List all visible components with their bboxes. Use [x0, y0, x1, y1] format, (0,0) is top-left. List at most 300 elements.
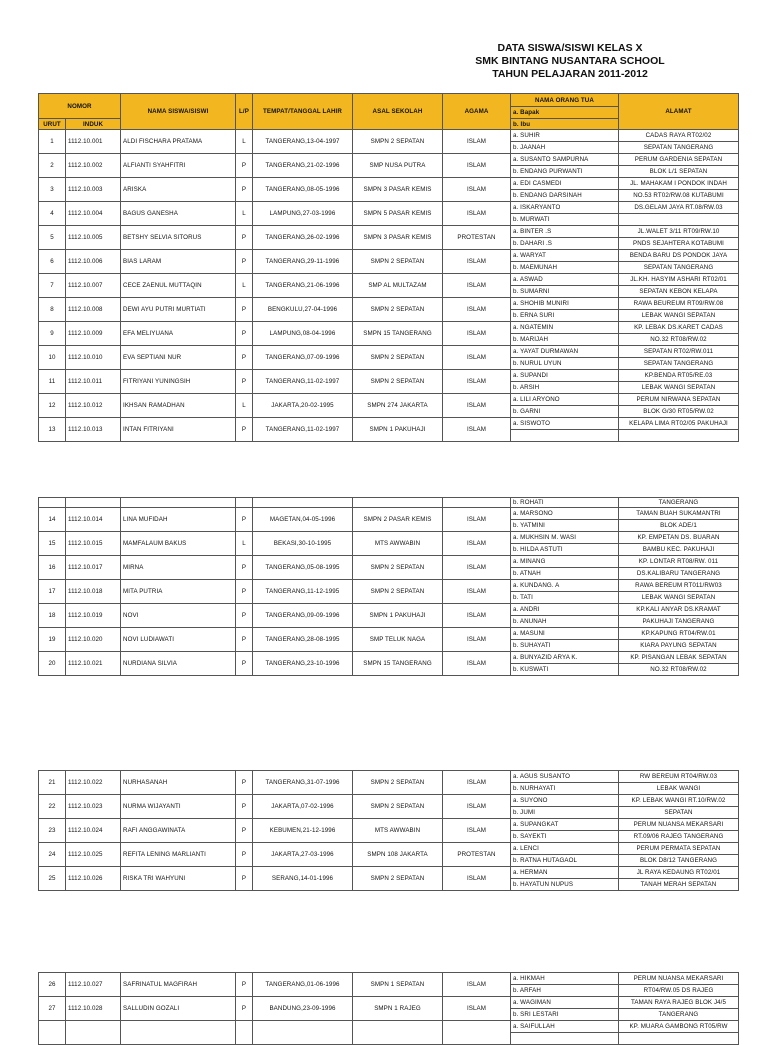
cell-ttl: BENGKULU,27-04-1996	[253, 298, 353, 322]
cell-alamat	[619, 226, 739, 250]
ibu-name: b. ENDANG PURWANTI	[513, 168, 583, 175]
bapak-name: a. BUNYAZID ARYA K.	[511, 652, 618, 664]
cell-orang-tua	[511, 250, 619, 274]
alamat-line-2	[619, 430, 738, 441]
cell-nama: EFA MELIYUANA	[121, 322, 236, 346]
table-row	[39, 250, 739, 274]
alamat-line-1: KP. MUARA GAMBONG RT05/RW	[619, 1021, 738, 1033]
cell-urut: 23	[39, 819, 66, 843]
table-row	[39, 508, 739, 532]
ibu-name: b. SUMARNI	[513, 288, 550, 295]
cell-urut: 18	[39, 604, 66, 628]
cell-nama: LINA MUFIDAH	[121, 508, 236, 532]
cell-alamat	[619, 322, 739, 346]
cell-urut: 19	[39, 628, 66, 652]
cell-lp: L	[236, 202, 253, 226]
table-row	[39, 418, 739, 442]
cell-induk: 1112.10.006	[66, 250, 121, 274]
table-section-2	[38, 497, 738, 697]
cell-nama: SAFRINATUL MAGFIRAH	[121, 973, 236, 997]
cell-ttl: TANGERANG,23-10-1996	[253, 652, 353, 676]
cell-alamat	[619, 418, 739, 442]
cell-alamat	[619, 652, 739, 676]
alamat-line-2: RT04/RW.05 DS RAJEG	[643, 987, 714, 994]
alamat-line-2: SEPATAN TANGERANG	[643, 264, 714, 271]
cell-ttl: TANGERANG,09-09-1996	[253, 604, 353, 628]
cell-induk: 1112.10.017	[66, 556, 121, 580]
cell-sekolah: SMPN 15 TANGERANG	[353, 652, 443, 676]
alamat-line-1: JL RAYA KEDAUNG RT02/01	[619, 867, 738, 879]
cell-nama: MIRNA	[121, 556, 236, 580]
cell-agama: PROTESTAN	[443, 843, 511, 867]
ibu-name: b. ATNAH	[513, 570, 541, 577]
ibu-name: b. SRI LESTARI	[513, 1011, 559, 1018]
cell-induk: 1112.10.007	[66, 274, 121, 298]
cell-urut: 5	[39, 226, 66, 250]
cell-induk: 1112.10.023	[66, 795, 121, 819]
bapak-name: a. MARSONO	[511, 508, 618, 520]
cell-agama: ISLAM	[443, 532, 511, 556]
cell-sekolah: MTS AWWABIN	[353, 532, 443, 556]
cell-urut: 7	[39, 274, 66, 298]
cell-ttl: JAKARTA,07-02-1996	[253, 795, 353, 819]
bapak-name: a. NGATEMIN	[511, 322, 618, 334]
cell-nama: FITRIYANI YUNINGSIH	[121, 370, 236, 394]
alamat-line-1: DS.GELAM JAYA RT.08/RW.03	[619, 202, 738, 214]
alamat-line-2: PAKUHAJI TANGERANG	[642, 618, 715, 625]
cell-agama: ISLAM	[443, 819, 511, 843]
cell-induk: 1112.10.001	[66, 130, 121, 154]
cell-lp: P	[236, 298, 253, 322]
ibu-name: b. HILDA ASTUTI	[513, 546, 563, 553]
cell-alamat	[619, 508, 739, 532]
cell-ttl: TANGERANG,26-02-1996	[253, 226, 353, 250]
cell-orang-tua	[511, 771, 619, 795]
bapak-name: a. WAGIMAN	[511, 997, 618, 1009]
alamat-line-2: BAMBU KEC. PAKUHAJI	[642, 546, 715, 553]
cell-ttl: TANGERANG,08-05-1996	[253, 178, 353, 202]
table-row	[39, 202, 739, 226]
cell-agama: ISLAM	[443, 771, 511, 795]
cell-orang-tua	[511, 997, 619, 1021]
cell-induk: 1112.10.012	[66, 394, 121, 418]
cell-induk: 1112.10.014	[66, 508, 121, 532]
cell-alamat	[619, 532, 739, 556]
table-row	[39, 322, 739, 346]
bapak-name: a. HERMAN	[511, 867, 618, 879]
cell-urut: 6	[39, 250, 66, 274]
cell-sekolah: SMPN 1 RAJEG	[353, 997, 443, 1021]
cell-urut: 9	[39, 322, 66, 346]
cell-agama: ISLAM	[443, 628, 511, 652]
cell-nama: NOVI LUDIAWATI	[121, 628, 236, 652]
bapak-name: a. MASUNI	[511, 628, 618, 640]
ibu-name: b. NURUL UYUN	[513, 360, 562, 367]
cell-induk: 1112.10.015	[66, 532, 121, 556]
col-header-nomor: NOMOR	[39, 94, 121, 119]
ibu-name: b. TATI	[513, 594, 533, 601]
cell-lp: P	[236, 867, 253, 891]
cell-alamat	[619, 795, 739, 819]
alamat-line-2: BLOK ADE/1	[660, 522, 697, 529]
col-header-induk: INDUK	[66, 119, 121, 130]
cell-orang-tua	[511, 154, 619, 178]
cell-alamat	[619, 771, 739, 795]
cell-alamat	[619, 556, 739, 580]
cell-urut	[39, 1021, 66, 1045]
cell-induk: 1112.10.028	[66, 997, 121, 1021]
cell-ttl: MAGETAN,04-05-1996	[253, 508, 353, 532]
student-table-1	[38, 93, 739, 442]
cell-nama: MITA PUTRIA	[121, 580, 236, 604]
cell-lp: L	[236, 394, 253, 418]
cell-nama: SALLUDIN GOZALI	[121, 997, 236, 1021]
cell-lp: P	[236, 771, 253, 795]
cell-sekolah: SMPN 3 PASAR KEMIS	[353, 178, 443, 202]
alamat-line-1: KP.KALI ANYAR DS.KRAMAT	[619, 604, 738, 616]
cell-agama: ISLAM	[443, 130, 511, 154]
cell-agama: PROTESTAN	[443, 226, 511, 250]
alamat-line-1: KP. PISANGAN LEBAK SEPATAN	[619, 652, 738, 664]
cell-induk: 1112.10.025	[66, 843, 121, 867]
table-row	[39, 370, 739, 394]
cell-sekolah: SMPN 5 PASAR KEMIS	[353, 202, 443, 226]
cell-nama: REFITA LENING MARLIANTI	[121, 843, 236, 867]
bapak-name: a. SUYONO	[511, 795, 618, 807]
cell-ttl: LAMPUNG,27-03-1996	[253, 202, 353, 226]
cell-sekolah: SMPN 1 PAKUHAJI	[353, 604, 443, 628]
cell-nama: BETSHY SELVIA SITORUS	[121, 226, 236, 250]
cell-lp: P	[236, 652, 253, 676]
bapak-name: a. KUNDANG. A	[511, 580, 618, 592]
cell-lp: P	[236, 370, 253, 394]
cell-lp: P	[236, 795, 253, 819]
alamat-line-1: PERUM NIRWANA SEPATAN	[619, 394, 738, 406]
cell-ttl: TANGERANG,05-08-1995	[253, 556, 353, 580]
bapak-name: a. SUPANGKAT	[511, 819, 618, 831]
cell-lp: P	[236, 973, 253, 997]
cell-nama: ALFIANTI SYAHFITRI	[121, 154, 236, 178]
alamat-line-1: PERUM PERMATA SEPATAN	[619, 843, 738, 855]
alamat-line-1: JL. MAHAKAM I PONDOK INDAH	[619, 178, 738, 190]
bapak-name: a. MUKHSIN M. WASI	[511, 532, 618, 544]
ibu-name: b. ARSIH	[513, 384, 540, 391]
cell-agama: ISLAM	[443, 652, 511, 676]
col-header-urut: URUT	[39, 119, 66, 130]
ibu-name: b. ERNA SURI	[513, 312, 555, 319]
cell-lp: P	[236, 178, 253, 202]
cell-ttl: TANGERANG,31-07-1996	[253, 771, 353, 795]
cell-lp: P	[236, 154, 253, 178]
cell-nama: NURDIANA SILVIA	[121, 652, 236, 676]
cell-lp: P	[236, 628, 253, 652]
table-row	[39, 556, 739, 580]
cell-ttl: BEKASI,30-10-1995	[253, 532, 353, 556]
cell-alamat	[619, 250, 739, 274]
cell-agama: ISLAM	[443, 178, 511, 202]
ibu-name	[511, 1033, 618, 1044]
bapak-name: a. ANDRI	[511, 604, 618, 616]
table-row	[39, 652, 739, 676]
cell-lp: L	[236, 274, 253, 298]
alamat-line-1: KELAPA LIMA RT02/05 PAKUHAJI	[619, 418, 738, 430]
cell-agama: ISLAM	[443, 867, 511, 891]
cell-lp	[236, 1021, 253, 1045]
table-row	[39, 298, 739, 322]
cell-lp: P	[236, 556, 253, 580]
cell-nama: CECE ZAENUL MUTTAQIN	[121, 274, 236, 298]
cell-orang-tua	[511, 580, 619, 604]
cell-induk	[66, 1021, 121, 1045]
table-row	[39, 795, 739, 819]
col-header-nama: NAMA SISWA/SISWI	[121, 94, 236, 130]
col-header-ortu: NAMA ORANG TUA a. Bapak	[511, 94, 619, 119]
cell-orang-tua	[511, 322, 619, 346]
cell-induk: 1112.10.010	[66, 346, 121, 370]
cell-ttl: TANGERANG,11-12-1995	[253, 580, 353, 604]
col-header-alamat: ALAMAT	[619, 94, 739, 130]
cell-lp: P	[236, 250, 253, 274]
cell-nama: BAGUS GANESHA	[121, 202, 236, 226]
col-header-bapak: a. Bapak	[513, 108, 540, 116]
cell-agama: ISLAM	[443, 394, 511, 418]
cell-urut: 8	[39, 298, 66, 322]
cell-urut: 2	[39, 154, 66, 178]
cell-orang-tua	[511, 628, 619, 652]
ibu-name: b. RATNA HUTAGAOL	[513, 857, 578, 864]
cell-alamat	[619, 604, 739, 628]
cell-alamat	[619, 154, 739, 178]
alamat-line-1: KP.KAPUNG RT04/RW.01	[619, 628, 738, 640]
cell-induk: 1112.10.009	[66, 322, 121, 346]
cell-agama: ISLAM	[443, 274, 511, 298]
col-header-lp: L/P	[236, 94, 253, 130]
alamat-line-2	[619, 214, 738, 225]
student-table-2	[38, 497, 739, 676]
cell-agama: ISLAM	[443, 370, 511, 394]
cell-sekolah: SMP NUSA PUTRA	[353, 154, 443, 178]
ibu-name: b. NURHAYATI	[513, 785, 556, 792]
bapak-name: a. SUHIR	[511, 130, 618, 142]
table-row	[39, 346, 739, 370]
cell-sekolah: SMPN 3 PASAR KEMIS	[353, 226, 443, 250]
ibu-name: b. ANUNAH	[513, 618, 547, 625]
cell-ttl: TANGERANG,01-06-1996	[253, 973, 353, 997]
table-row	[39, 604, 739, 628]
alamat-line-2: BLOK G/30 RT05/RW.02	[643, 408, 714, 415]
table-section-3	[38, 770, 738, 890]
table-row	[39, 973, 739, 997]
bapak-name: a. SISWOTO	[511, 418, 618, 430]
alamat-line-2: DS.KALIBARU TANGERANG	[636, 570, 721, 577]
cell-urut: 25	[39, 867, 66, 891]
cell-orang-tua	[511, 394, 619, 418]
alamat-line-1: PERUM NUANSA MEKARSARI	[619, 819, 738, 831]
cell-sekolah: SMPN 1 SEPATAN	[353, 973, 443, 997]
cell-orang-tua	[511, 178, 619, 202]
cell-alamat	[619, 628, 739, 652]
cell-sekolah: SMP AL MULTAZAM	[353, 274, 443, 298]
cell-alamat	[619, 370, 739, 394]
cell-sekolah: SMPN 2 SEPATAN	[353, 346, 443, 370]
table-row	[39, 771, 739, 795]
table-row	[39, 997, 739, 1021]
cell-alamat	[619, 298, 739, 322]
cell-nama: NURHASANAH	[121, 771, 236, 795]
alamat-line-1: KP. EMPETAN DS. BUARAN	[619, 532, 738, 544]
cell-alamat	[619, 346, 739, 370]
cell-nama: INTAN FITRIYANI	[121, 418, 236, 442]
cell-ttl: BANDUNG,23-09-1996	[253, 997, 353, 1021]
cell-urut: 14	[39, 508, 66, 532]
table-row	[39, 628, 739, 652]
cell-induk: 1112.10.018	[66, 580, 121, 604]
alamat-line-2: TANAH MERAH SEPATAN	[640, 881, 717, 888]
cell-nama: EVA SEPTIANI NUR	[121, 346, 236, 370]
cell-urut: 13	[39, 418, 66, 442]
bapak-name: a. LENCI	[511, 843, 618, 855]
cell-urut: 22	[39, 795, 66, 819]
cell-ttl: LAMPUNG,08-04-1996	[253, 322, 353, 346]
cell-sekolah: SMPN 2 SEPATAN	[353, 130, 443, 154]
cell-orang-tua	[511, 973, 619, 997]
alamat-line-1: RAWA BEUREUM RT09/RW.08	[619, 298, 738, 310]
alamat-line-1: TAMAN RAYA RAJEG BLOK J4/5	[619, 997, 738, 1009]
continued-ibu: b. ROHATI	[511, 498, 619, 508]
cell-induk: 1112.10.026	[66, 867, 121, 891]
alamat-line-1: PERUM GARDENIA SEPATAN	[619, 154, 738, 166]
alamat-line-2: NO.53 RT02/RW.08 KUTABUMI	[633, 192, 724, 199]
alamat-line-2: SEPATAN TANGERANG	[643, 360, 714, 367]
cell-sekolah: SMPN 2 PASAR KEMIS	[353, 508, 443, 532]
alamat-line-2: LEBAK WANGI SEPATAN	[641, 384, 716, 391]
alamat-line-1: CADAS RAYA RT02/02	[619, 130, 738, 142]
table-row	[39, 1021, 739, 1045]
col-header-ttl: TEMPAT/TANGGAL LAHIR	[253, 94, 353, 130]
cell-nama: IKHSAN RAMADHAN	[121, 394, 236, 418]
cell-urut: 27	[39, 997, 66, 1021]
table-row	[39, 274, 739, 298]
cell-orang-tua	[511, 346, 619, 370]
cell-induk: 1112.10.027	[66, 973, 121, 997]
ibu-name: b. GARNI	[513, 408, 541, 415]
bapak-name: a. AGUS SUSANTO	[511, 771, 618, 783]
cell-agama: ISLAM	[443, 604, 511, 628]
cell-urut: 17	[39, 580, 66, 604]
cell-induk: 1112.10.011	[66, 370, 121, 394]
cell-ttl: JAKARTA,20-02-1995	[253, 394, 353, 418]
cell-urut: 11	[39, 370, 66, 394]
cell-alamat	[619, 867, 739, 891]
alamat-line-2: LEBAK WANGI SEPATAN	[641, 594, 716, 601]
alamat-line-2: LEBAK WANGI SEPATAN	[641, 312, 716, 319]
bapak-name: a. SUSANTO SAMPURNA	[511, 154, 618, 166]
cell-sekolah: SMPN 2 SEPATAN	[353, 298, 443, 322]
cell-sekolah: SMPN 2 SEPATAN	[353, 771, 443, 795]
alamat-line-1: KP.BENDA RT05/RE.03	[619, 370, 738, 382]
cell-ttl: TANGERANG,29-11-1996	[253, 250, 353, 274]
table-row	[39, 580, 739, 604]
table-section-1	[38, 93, 738, 433]
cell-orang-tua	[511, 508, 619, 532]
alamat-line-1: RW BEREUM RT04/RW.03	[619, 771, 738, 783]
col-header-agama: AGAMA	[443, 94, 511, 130]
student-table-3	[38, 770, 739, 891]
cell-nama: DEWI AYU PUTRI MURTIATI	[121, 298, 236, 322]
bapak-name: a. MINANG	[511, 556, 618, 568]
bapak-name: a. ISKARYANTO	[511, 202, 618, 214]
cell-sekolah: SMPN 1 PAKUHAJI	[353, 418, 443, 442]
alamat-line-2: NO.32 RT08/RW.02	[650, 666, 707, 673]
alamat-line-2: PNDS SEJAHTERA KOTABUMI	[633, 240, 724, 247]
cell-induk: 1112.10.004	[66, 202, 121, 226]
cell-nama: RISKA TRI WAHYUNI	[121, 867, 236, 891]
ibu-name: b. JAANAH	[513, 144, 546, 151]
alamat-line-1: JL.WALET 3/11 RT09/RW.10	[619, 226, 738, 238]
cell-alamat	[619, 843, 739, 867]
bapak-name: a. YAYAT DURMAWAN	[511, 346, 618, 358]
alamat-line-2: SEPATAN TANGERANG	[643, 144, 714, 151]
cell-agama: ISLAM	[443, 418, 511, 442]
cell-urut: 26	[39, 973, 66, 997]
cell-urut: 20	[39, 652, 66, 676]
cell-ttl: KEBUMEN,21-12-1996	[253, 819, 353, 843]
cell-ttl: TANGERANG,11-02-1997	[253, 370, 353, 394]
cell-nama	[121, 1021, 236, 1045]
cell-agama: ISLAM	[443, 346, 511, 370]
cell-sekolah: SMPN 2 SEPATAN	[353, 556, 443, 580]
cell-sekolah: MTS AWWABIN	[353, 819, 443, 843]
bapak-name: a. WARYAT	[511, 250, 618, 262]
table-row	[39, 154, 739, 178]
table-section-4	[38, 972, 738, 1030]
cell-lp: P	[236, 997, 253, 1021]
cell-lp: L	[236, 130, 253, 154]
cell-nama: BIAS LARAM	[121, 250, 236, 274]
student-table-4	[38, 972, 739, 1045]
alamat-line-2: BLOK D8/12 TANGERANG	[639, 857, 718, 864]
bapak-name: a. EDI CASMEDI	[511, 178, 618, 190]
cell-orang-tua	[511, 819, 619, 843]
cell-sekolah: SMPN 2 SEPATAN	[353, 795, 443, 819]
alamat-line-1: JL.KH. HASYIM ASHARI RT02/01	[619, 274, 738, 286]
cell-agama: ISLAM	[443, 795, 511, 819]
cell-induk: 1112.10.021	[66, 652, 121, 676]
cell-alamat	[619, 202, 739, 226]
alamat-line-2: BLOK L/1 SEPATAN	[649, 168, 708, 175]
cell-lp: P	[236, 346, 253, 370]
cell-urut: 10	[39, 346, 66, 370]
cell-orang-tua	[511, 532, 619, 556]
cell-sekolah: SMPN 2 SEPATAN	[353, 250, 443, 274]
cell-nama: RAFI ANGGAWINATA	[121, 819, 236, 843]
cell-ttl	[253, 1021, 353, 1045]
cell-ttl: TANGERANG,28-08-1995	[253, 628, 353, 652]
alamat-line-1: PERUM NUANSA MEKARSARI	[619, 973, 738, 985]
cell-lp: P	[236, 819, 253, 843]
alamat-line-2: RT.09/06 RAJEG TANGERANG	[633, 833, 724, 840]
cell-alamat	[619, 1021, 739, 1045]
cell-lp: P	[236, 418, 253, 442]
alamat-line-1: KP. LONTAR RT08/RW. 011	[619, 556, 738, 568]
cell-agama: ISLAM	[443, 154, 511, 178]
alamat-line-1: SEPATAN RT02/RW.011	[619, 346, 738, 358]
cell-urut: 1	[39, 130, 66, 154]
cell-agama	[443, 1021, 511, 1045]
cell-orang-tua	[511, 298, 619, 322]
cell-induk: 1112.10.008	[66, 298, 121, 322]
cell-induk: 1112.10.003	[66, 178, 121, 202]
